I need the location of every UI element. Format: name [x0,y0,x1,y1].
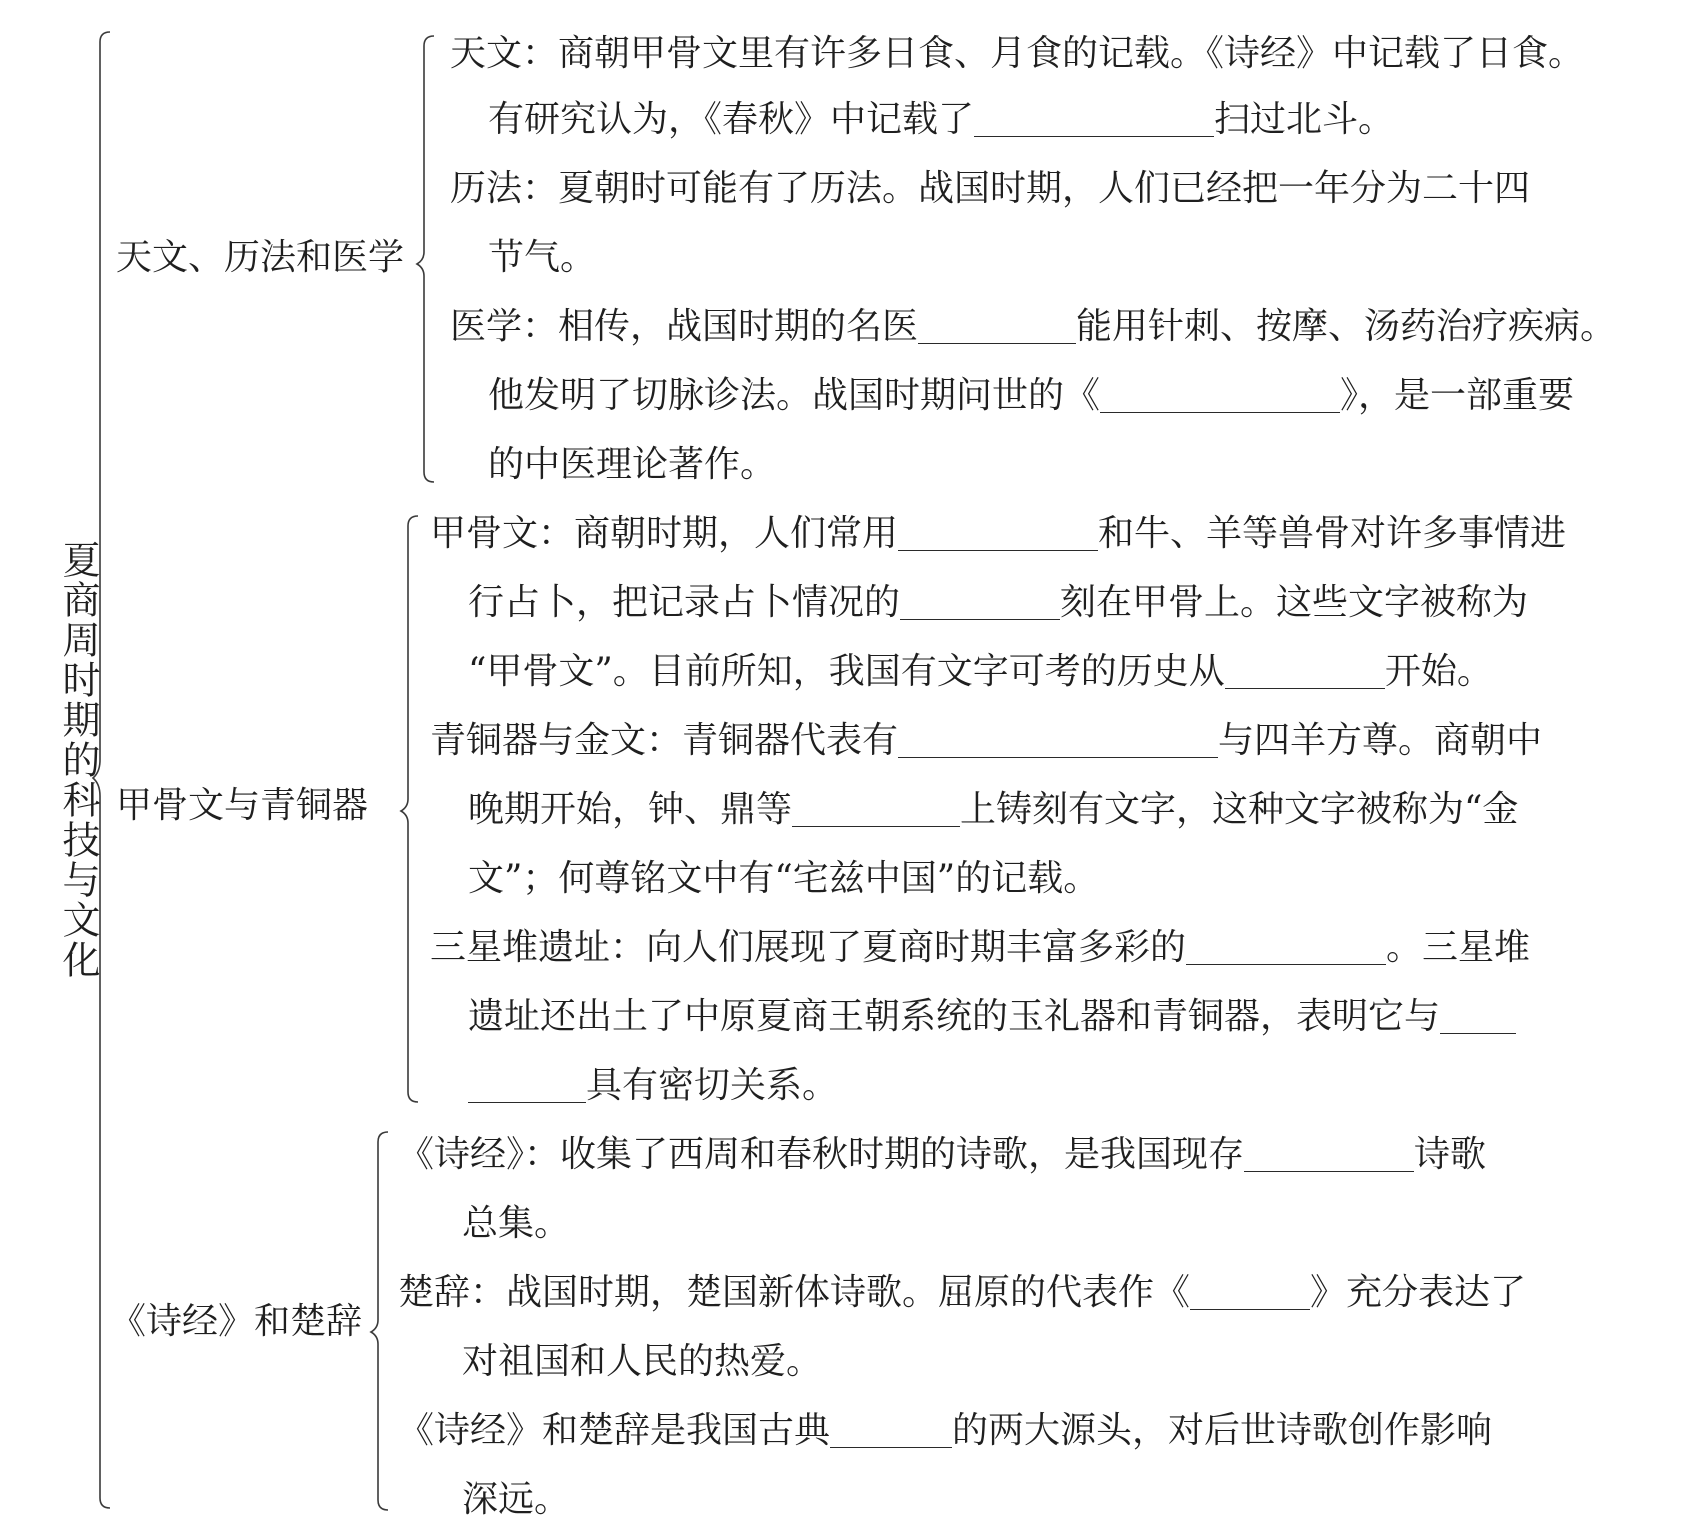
branch-label-astronomy: 天文、历法和医学 [116,237,405,278]
astronomy-line-1: 天文：商朝甲骨文里有许多日食、月食的记载。《诗经》中记载了日食。 [450,33,1585,74]
poetry-line-1: 《诗经》和楚辞是我国古典 的两大源头，对后世诗歌创作影响 [398,1410,1493,1451]
branch-brace-poetry [370,1130,392,1512]
fill-blank[interactable] [918,309,1076,344]
bronze-line-2: 晚期开始，钟、鼎等 上铸刻有文字，这种文字被称为“金 [468,789,1519,830]
medicine-line-3: 的中医理论著作。 [488,444,777,485]
bronze-line-3: 文”；何尊铭文中有“宅兹中国”的记载。 [468,858,1100,899]
calendar-line-2: 节气。 [488,237,597,278]
fill-blank[interactable] [1440,999,1516,1034]
sanxingdui-line-3: 具有密切关系。 [468,1064,838,1108]
fill-blank[interactable] [898,723,1218,758]
fill-blank[interactable] [468,1068,586,1103]
oracle-line-2: 行占卜，把记录占卜情况的 刻在甲骨上。这些文字被称为 [468,582,1529,623]
fill-blank[interactable] [900,585,1060,620]
poetry-line-2: 深远。 [462,1479,571,1520]
medicine-line-1: 医学：相传，战国时期的名医 能用针刺、按摩、汤药治疗疾病。 [450,306,1617,347]
fill-blank[interactable] [1190,1275,1310,1310]
fill-blank[interactable] [974,102,1214,137]
fill-blank[interactable] [898,516,1098,551]
fill-blank[interactable] [1244,1137,1414,1172]
shijing-line-1: 《诗经》：收集了西周和春秋时期的诗歌，是我国现存 诗歌 [398,1134,1487,1175]
oracle-line-3: “甲骨文”。目前所知，我国有文字可考的历史从 开始。 [468,651,1493,692]
oracle-line-1: 甲骨文：商朝时期，人们常用 和牛、羊等兽骨对许多事情进 [430,513,1567,554]
branch-label-oracle-bronze: 甲骨文与青铜器 [116,785,369,826]
fill-blank[interactable] [1225,654,1385,689]
branch-brace-oracle-bronze [400,514,422,1104]
branch-label-poetry: 《诗经》和楚辞 [110,1301,363,1342]
chuci-line-2: 对祖国和人民的热爱。 [462,1341,823,1382]
fill-blank[interactable] [1186,930,1386,965]
fill-blank[interactable] [830,1413,952,1448]
fill-blank[interactable] [792,792,960,827]
bronze-line-1: 青铜器与金文：青铜器代表有 与四羊方尊。商朝中 [430,720,1543,761]
fill-blank[interactable] [1100,378,1340,413]
sanxingdui-line-2: 遗址还出土了中原夏商王朝系统的玉礼器和青铜器，表明它与 [468,995,1516,1039]
branch-brace-astronomy [416,34,438,484]
calendar-line-1: 历法：夏朝时可能有了历法。战国时期，人们已经把一年分为二十四 [450,168,1531,209]
root-title: 夏商周时期的科技与文化 [56,540,100,980]
astronomy-line-2: 有研究认为，《春秋》中记载了 扫过北斗。 [488,99,1395,140]
medicine-line-2: 他发明了切脉诊法。战国时期问世的《 》，是一部重要 [488,375,1575,416]
shijing-line-2: 总集。 [462,1203,571,1244]
sanxingdui-line-1: 三星堆遗址：向人们展现了夏商时期丰富多彩的 。三星堆 [430,927,1531,968]
chuci-line-1: 楚辞：战国时期，楚国新体诗歌。屈原的代表作《 》充分表达了 [398,1272,1527,1313]
